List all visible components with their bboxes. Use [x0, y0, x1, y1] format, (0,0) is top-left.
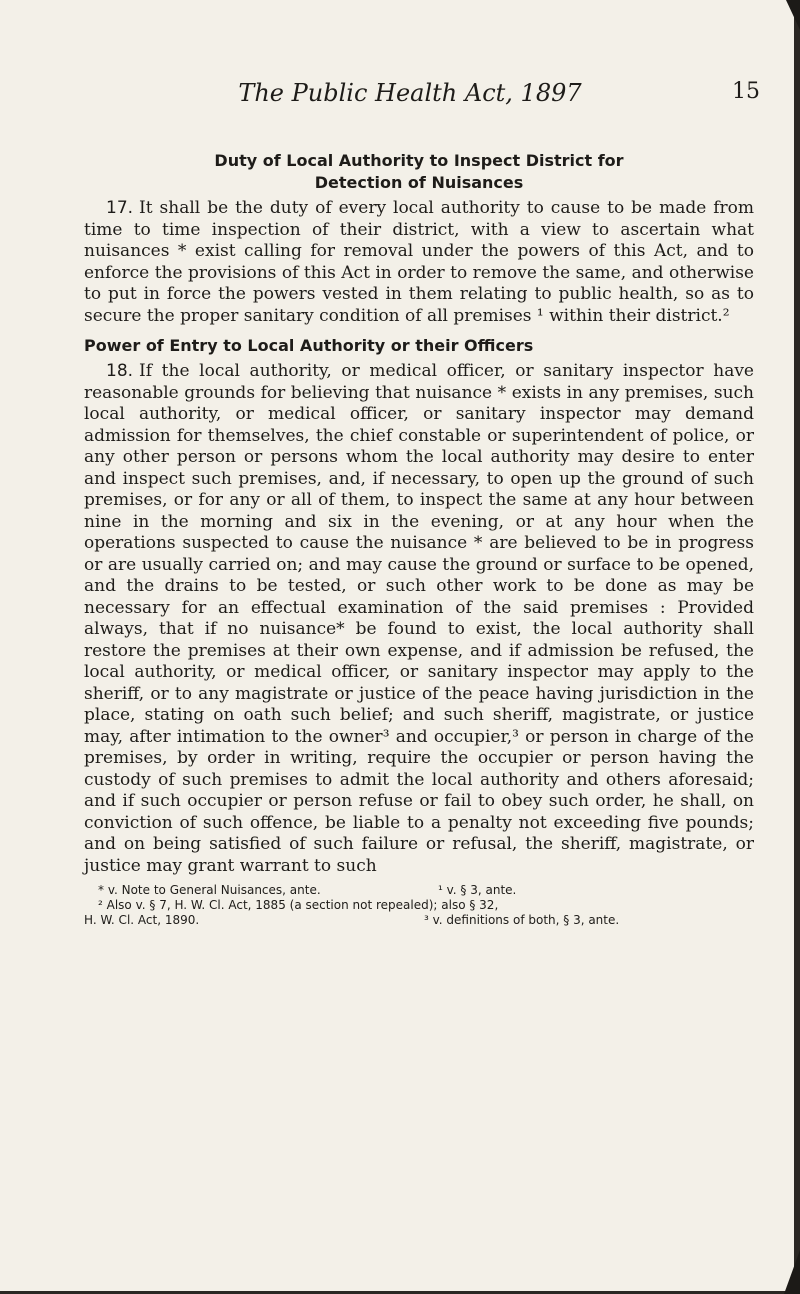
section-18-paragraph [84, 361, 754, 877]
section-17-heading-line1: Duty of Local Authority to Inspect District for [214, 151, 624, 170]
section-18-heading: Power of Entry to Local Authority or their Officers [84, 336, 534, 355]
footnote-1: ¹ v. § 3, ante. [438, 883, 517, 897]
section-18-text: If the local authority, or medical officer, or sanitary inspector have reasonable grounds for believing that nuisance * exists in any premises, such local authority, or medical officer, or sanitary inspector may demand admission for themselves, the chief constable or superintendent of police, or any other person or persons whom the local authority may desire to enter and inspect such premises, and, if necessary, to open up the ground of such premises, or for any or all of them, to inspect the same at any hour between nine in the morning and six in the evening, or at any hour when the operations suspected to cause the nuisance * are believed to be in progress or are usually carried on; and may cause the ground or surface to be opened, and the drains to be tested, or such other work to be done as may be necessary for an effectual examination of the said premises : Provided always, that if no nuisance* be found to exist, the local authority shall restore the premises at their own expense, and if admission be refused, the local authority, or medical officer, or sanitary inspector may apply to the sheriff, or to any magistrate or justice of the peace having jurisdiction in the place, stating on oath such belief; and such sheriff, magistrate, or justice may, after intimation to the owner³ and occupier,³ or person in charge of the premises, by order in writing, require the occupier or person having the custody of such premises to admit the local authority and others aforesaid; and if such occupier or person refuse or fail to obey such order, he shall, on conviction of such offence, be liable to a penalty not exceeding five pounds; and on being satisfied of such failure or refusal, the sheriff, magistrate, or justice may grant warrant to such [84, 361, 754, 876]
page-corner-bottom [784, 1250, 800, 1294]
scan-edge-right [794, 0, 800, 1294]
page-number: 15 [732, 79, 760, 104]
footnote-2: ² Also v. § 7, H. W. Cl. Act, 1885 (a section not repealed); also § 32, [98, 898, 499, 912]
footnote-2-continued: H. W. Cl. Act, 1890. [84, 913, 200, 927]
section-17-heading [84, 150, 754, 194]
running-head [60, 79, 760, 119]
footnote-3: ³ v. definitions of both, § 3, ante. [424, 913, 620, 927]
section-17-heading-line2: Detection of Nuisances [314, 173, 524, 192]
footnotes [84, 883, 754, 928]
section-17-text: It shall be the duty of every local authority to cause to be made from time to time inspection of their district, with a view to ascertain what nuisances * exist calling for removal under the powers of this Act, and to enforce the provisions of this Act in order to remove the same, and otherwise to put in force the powers vested in them relating to public health, so as to secure the proper sanitary condition of all premises ¹ within their district.² [84, 198, 754, 326]
running-title: The Public Health Act, 1897 [238, 79, 582, 107]
footnote-star: * v. Note to General Nuisances, ante. [98, 883, 321, 897]
section-18-number: 18. [106, 361, 134, 381]
page-corner-top [786, 0, 800, 30]
text-block [84, 150, 754, 928]
section-17-number: 17. [106, 198, 134, 218]
footnote-row-1 [84, 883, 754, 898]
section-17-paragraph [84, 198, 754, 327]
footnote-row-3 [84, 913, 754, 928]
